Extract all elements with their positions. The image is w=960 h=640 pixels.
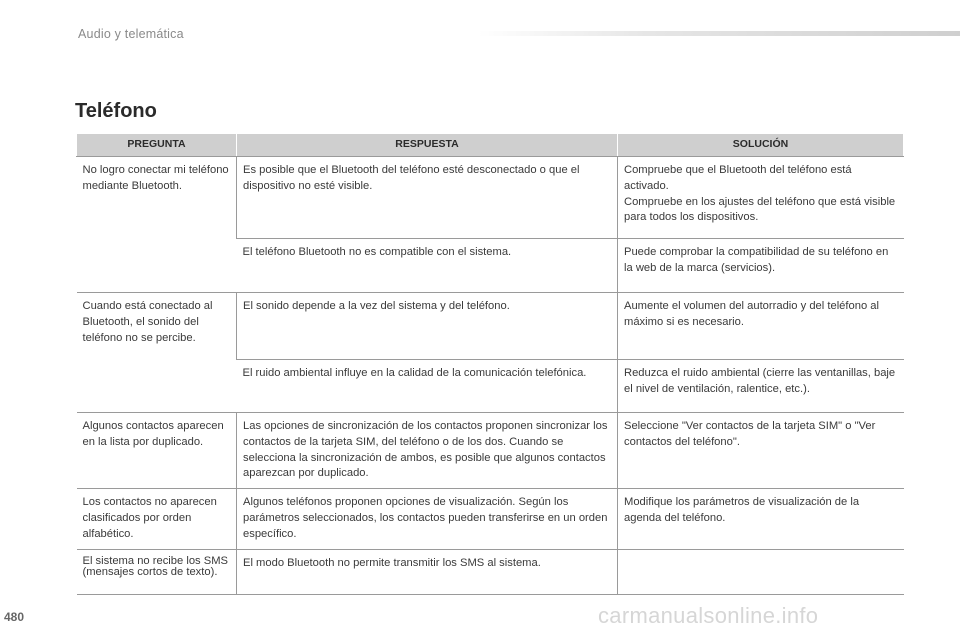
table-row [77, 550, 904, 595]
solution-line: Compruebe que el Bluetooth del teléfono está activado. [624, 164, 852, 192]
table-row [77, 413, 904, 489]
table-row [77, 157, 904, 239]
answer-cell: Algunos teléfonos proponen opciones de visualización. Según los parámetros seleccionados, los contactos pueden transferirse en un orden específico. [237, 489, 618, 550]
solution-cell: Seleccione "Ver contactos de la tarjeta SIM" o "Ver contactos del teléfono". [618, 413, 904, 489]
solution-cell: Puede comprobar la compatibilidad de su teléfono en la web de la marca (servicios). [618, 239, 904, 293]
solution-cell: Reduzca el ruido ambiental (cierre las ventanillas, baje el nivel de ventilación, ralentice, etc.). [618, 360, 904, 413]
page-number: 480 [4, 610, 25, 624]
solution-cell [618, 157, 904, 239]
page-title: Teléfono [75, 100, 157, 122]
column-header-respuesta: RESPUESTA [237, 134, 618, 157]
header-gradient-bar [478, 31, 960, 36]
question-cell: El sistema no recibe los SMS (mensajes cortos de texto). [77, 550, 237, 595]
solution-cell: Aumente el volumen del autorradio y del teléfono al máximo si es necesario. [618, 293, 904, 360]
answer-cell: Es posible que el Bluetooth del teléfono esté desconectado o que el dispositivo no esté visible. [237, 157, 618, 239]
faq-table [76, 133, 904, 595]
table-header-row [77, 134, 904, 157]
column-header-solucion: SOLUCIÓN [618, 134, 904, 157]
answer-cell: El ruido ambiental influye en la calidad de la comunicación telefónica. [237, 360, 618, 413]
question-cell: Algunos contactos aparecen en la lista por duplicado. [77, 413, 237, 489]
solution-cell: Modifique los parámetros de visualización de la agenda del teléfono. [618, 489, 904, 550]
column-header-pregunta: PREGUNTA [77, 134, 237, 157]
solution-cell [618, 550, 904, 595]
question-cell: No logro conectar mi teléfono mediante Bluetooth. [77, 157, 237, 293]
table-row [77, 489, 904, 550]
answer-cell: El sonido depende a la vez del sistema y del teléfono. [237, 293, 618, 360]
question-cell: Cuando está conectado al Bluetooth, el sonido del teléfono no se percibe. [77, 293, 237, 413]
question-cell: Los contactos no aparecen clasificados por orden alfabético. [77, 489, 237, 550]
answer-cell: El modo Bluetooth no permite transmitir los SMS al sistema. [237, 550, 618, 595]
answer-cell: El teléfono Bluetooth no es compatible con el sistema. [237, 239, 618, 293]
solution-line: Compruebe en los ajustes del teléfono que está visible para todos los dispositivos. [624, 195, 896, 224]
answer-cell: Las opciones de sincronización de los contactos proponen sincronizar los contactos de la tarjeta SIM, del teléfono o de los dos. Cuando se selecciona la sincronización de ambos, es posible que algunos contactos aparezcan por duplicado. [237, 413, 618, 489]
table-row [77, 293, 904, 360]
watermark: carmanualsonline.info [598, 603, 819, 628]
section-header: Audio y telemática [78, 27, 184, 41]
